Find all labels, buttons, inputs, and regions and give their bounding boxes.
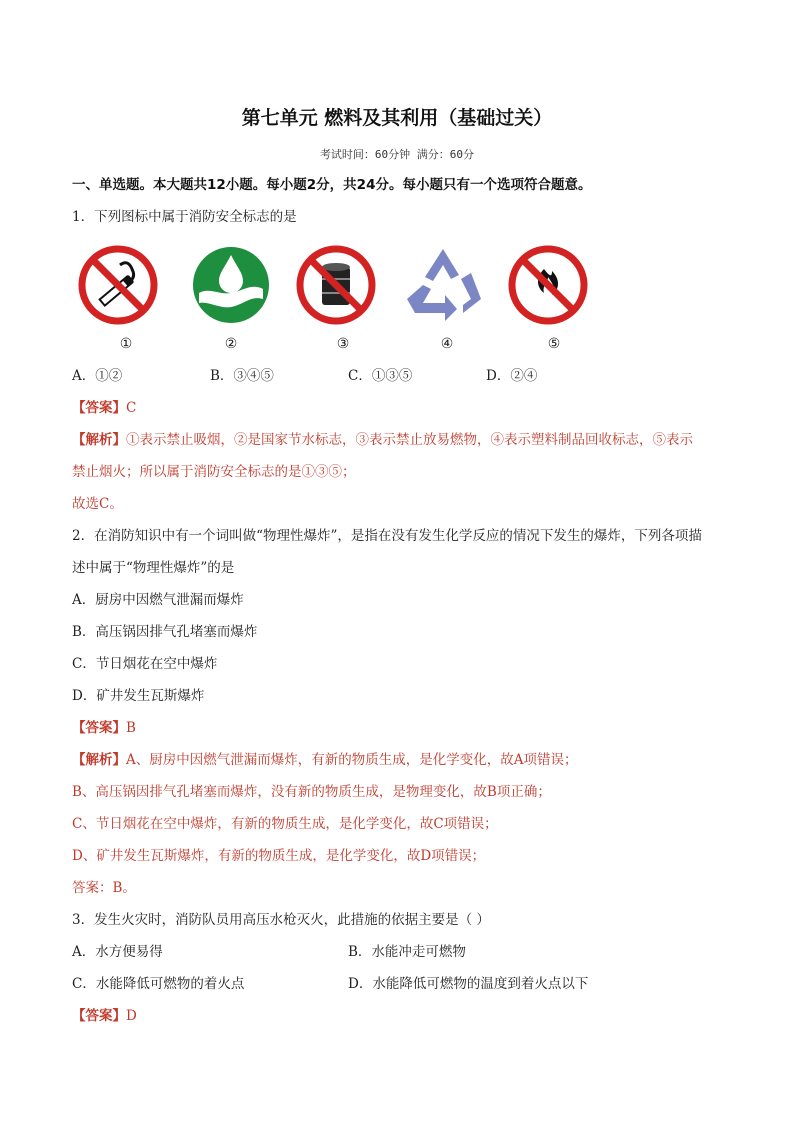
q1-analysis xyxy=(72,430,693,450)
q2-analysis xyxy=(72,750,578,770)
q2-analysis-b: B、高压锅因排气孔堵塞而爆炸，没有新的物质生成，是物理变化，故B项正确； xyxy=(72,784,551,800)
q3-option-c: C．水能降低可燃物的着火点 xyxy=(72,976,245,992)
q3-option-a: A．水方便易得 xyxy=(72,944,163,960)
q1-option-a: A．①② xyxy=(72,368,123,384)
q2-conclusion: 答案：B。 xyxy=(72,880,136,896)
icon-number-1: ① xyxy=(119,336,133,352)
no-flammables-icon xyxy=(294,243,378,327)
answer-value: D xyxy=(126,1008,137,1024)
q1-stem: 1．下列图标中属于消防安全标志的是 xyxy=(72,209,297,225)
q1-analysis-cont: 禁止烟火；所以属于消防安全标志的是①③⑤； xyxy=(72,464,356,480)
q3-option-d: D．水能降低可燃物的温度到着火点以下 xyxy=(348,976,589,992)
q1-option-b: B．③④⑤ xyxy=(210,368,274,384)
no-fire-icon xyxy=(506,243,590,327)
page-title: 第七单元 燃料及其利用（基础过关） xyxy=(241,107,553,129)
icon-number-3: ③ xyxy=(336,336,350,352)
q2-option-a: A．厨房中因燃气泄漏而爆炸 xyxy=(72,592,244,608)
analysis-text: A、厨房中因燃气泄漏而爆炸，有新的物质生成，是化学变化，故A项错误； xyxy=(126,752,578,768)
water-saving-icon xyxy=(189,243,273,327)
answer-label: 【答案】 xyxy=(72,400,126,416)
q2-answer xyxy=(72,718,136,738)
answer-value: B xyxy=(126,720,136,736)
q2-option-c: C．节日烟花在空中爆炸 xyxy=(72,656,218,672)
q1-answer xyxy=(72,398,136,418)
section-heading: 一、单选题。本大题共12小题。每小题2分，共24分。每小题只有一个选项符合题意。 xyxy=(72,177,592,193)
analysis-text: ①表示禁止吸烟，②是国家节水标志，③表示禁止放易燃物，④表示塑料制品回收标志，⑤表示 xyxy=(126,432,693,448)
q1-option-c: C．①③⑤ xyxy=(348,368,413,384)
answer-label: 【答案】 xyxy=(72,720,126,736)
icon-number-4: ④ xyxy=(440,336,454,352)
icon-number-5: ⑤ xyxy=(547,336,561,352)
q3-answer xyxy=(72,1006,137,1026)
analysis-label: 【解析】 xyxy=(72,432,126,448)
q2-analysis-c: C、节日烟花在空中爆炸，有新的物质生成，是化学变化，故C项错误； xyxy=(72,816,498,832)
q3-option-b: B．水能冲走可燃物 xyxy=(348,944,466,960)
q1-option-d: D．②④ xyxy=(486,368,538,384)
q2-stem-cont: 述中属于“物理性爆炸”的是 xyxy=(72,560,235,576)
q3-stem: 3．发生火灾时，消防队员用高压水枪灭火，此措施的依据主要是（ ） xyxy=(72,912,490,928)
exam-info: 考试时间：60分钟 满分：60分 xyxy=(319,148,475,161)
answer-label: 【答案】 xyxy=(72,1008,126,1024)
q2-option-b: B．高压锅因排气孔堵塞而爆炸 xyxy=(72,624,258,640)
q2-analysis-d: D、矿井发生瓦斯爆炸，有新的物质生成，是化学变化，故D项错误； xyxy=(72,848,486,864)
analysis-label: 【解析】 xyxy=(72,752,126,768)
answer-value: C xyxy=(126,400,137,416)
no-smoking-icon xyxy=(76,243,160,327)
q2-stem: 2．在消防知识中有一个词叫做“物理性爆炸”，是指在没有发生化学反应的情况下发生的爆炸，下列各项描 xyxy=(72,528,702,544)
icon-number-2: ② xyxy=(224,336,238,352)
recycling-icon xyxy=(401,243,485,327)
q2-option-d: D．矿井发生瓦斯爆炸 xyxy=(72,688,205,704)
q1-conclusion: 故选C。 xyxy=(72,496,123,512)
